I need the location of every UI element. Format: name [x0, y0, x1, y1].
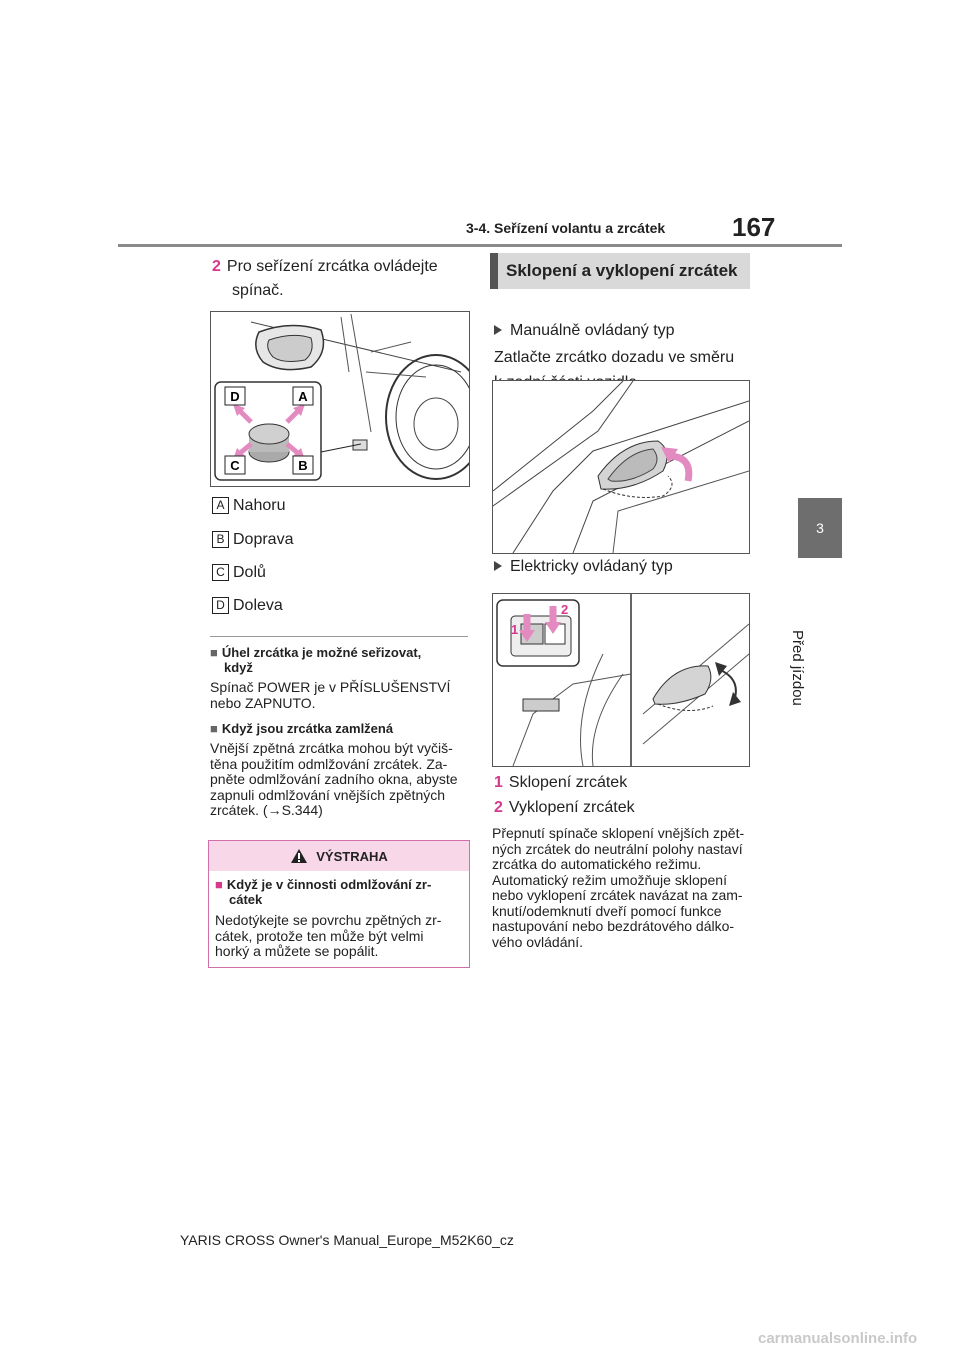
auto-mode-paragraph	[492, 826, 744, 950]
item-unfold	[494, 795, 635, 821]
legend-text-c: Dolů	[233, 564, 266, 581]
warning-line: horký a můžete se popálit.	[215, 943, 379, 959]
legend-key-c: C	[212, 564, 229, 581]
note2-title-text: Když jsou zrcátka zamlžená	[221, 721, 394, 736]
page-number: 167	[732, 212, 776, 242]
note2-title: ■ Když jsou zrcátka zamlžená	[210, 721, 394, 736]
step-number: 2	[212, 258, 221, 275]
legend-item-c	[212, 563, 266, 583]
item-text: Vyklopení zrcátek	[508, 799, 635, 816]
section-title: 3-4. Seřízení volantu a zrcátek	[466, 220, 666, 236]
electric-fold-figure	[492, 593, 750, 767]
step-2	[212, 254, 438, 280]
electric-type-label	[494, 558, 673, 576]
manual-type-label	[494, 322, 675, 340]
warning-line: cátek, protože ten může být velmi	[215, 927, 424, 944]
manual-type-text: Manuálně ovládaný typ	[510, 322, 675, 339]
chapter-tab[interactable]	[798, 498, 842, 558]
manual-fold-illustration	[493, 381, 749, 553]
watermark: carmanualsonline.info	[758, 1330, 918, 1347]
warning-heading: VÝSTRAHA	[316, 848, 388, 864]
section-heading: Sklopení a vyklopení zrcátek	[490, 253, 750, 289]
warning-text	[215, 913, 469, 960]
fig-label-b: B	[298, 458, 308, 473]
warning-icon	[290, 848, 308, 864]
note2-text	[210, 741, 458, 819]
fig-number-2: 2	[561, 602, 569, 617]
legend-text-b: Doprava	[233, 531, 294, 548]
legend-text-a: Nahoru	[233, 497, 286, 514]
note1-title: ■ Úhel zrcátka je možné seřizovat, když	[210, 645, 422, 675]
manual-line1: Zatlačte zrcátko dozadu ve směru	[494, 349, 735, 366]
paragraph-line: vého ovládání.	[492, 933, 584, 950]
paragraph-line: zrcátka do automatického režimu.	[492, 856, 702, 872]
mirror-switch-figure	[210, 311, 470, 487]
manual-fold-figure	[492, 380, 750, 554]
note1-text-line2: nebo ZAPNUTO.	[210, 694, 316, 711]
legend-item-d	[212, 596, 283, 616]
warning-box	[208, 840, 470, 968]
fig-label-c: C	[230, 458, 240, 473]
item-fold	[494, 770, 627, 796]
note2-line: zrcátek. (→S.344)	[210, 802, 323, 818]
fig-number-1: 1	[511, 622, 519, 637]
warning-title: ■ Když je v činnosti odmlžování zr- cátek	[215, 877, 432, 907]
legend-key-d: D	[212, 597, 229, 614]
item-number: 1	[494, 774, 503, 791]
footer-text: YARIS CROSS Owner's Manual_Europe_M52K60_cz	[180, 1232, 514, 1248]
legend-item-a	[212, 496, 285, 516]
fig-label-a: A	[298, 389, 308, 404]
legend-key-b: B	[212, 531, 229, 548]
note1-text-line1: Spínač POWER je v PŘÍSLUŠENSTVÍ	[210, 679, 451, 695]
legend-text-d: Doleva	[233, 597, 283, 614]
warning-line: Nedotýkejte se povrchu zpětných zr-	[215, 912, 442, 928]
warning-header	[209, 841, 469, 871]
item-number: 2	[494, 799, 503, 816]
step-text-line1: Pro seřízení zrcátka ovládejte	[226, 258, 438, 275]
item-text: Sklopení zrcátek	[508, 774, 628, 791]
warning-title-line2: cátek	[229, 892, 263, 907]
note1-title-line2: když	[224, 660, 253, 675]
paragraph-line: knutí/odemknutí dveří pomocí funkce	[492, 902, 722, 919]
notes-divider	[210, 636, 468, 637]
electric-fold-illustration	[493, 594, 749, 766]
bullet-arrow-icon	[494, 561, 502, 571]
legend-key-a: A	[212, 497, 229, 514]
note2-line: Vnější zpětná zrcátka mohou být vyčiš-	[210, 740, 453, 756]
paragraph-line: Automatický režim umožňuje sklopení	[492, 871, 727, 888]
chapter-label: Před jízdou	[789, 630, 806, 706]
mirror-switch-illustration	[211, 312, 469, 486]
note1-title-line1: Úhel zrcátka je možné seřizovat,	[221, 645, 422, 660]
fig-label-d: D	[230, 389, 240, 404]
paragraph-line: ných zrcátek do neutrální polohy nastaví	[492, 840, 743, 857]
electric-type-text: Elektricky ovládaný typ	[510, 558, 673, 575]
header-rule	[118, 244, 842, 247]
paragraph-line: Přepnutí spínače sklopení vnějších zpět-	[492, 825, 745, 841]
bullet-arrow-icon	[494, 325, 502, 335]
note1-text	[210, 680, 450, 711]
paragraph-line: nastupování nebo bezdrátového dálko-	[492, 918, 735, 934]
legend-item-b	[212, 530, 293, 550]
note2-line: zapnuli odmlžování vnějších zpětných	[210, 786, 446, 803]
note2-line: pněte odmlžování zadního okna, abyste	[210, 771, 458, 787]
note2-line: těna použitím odmlžování zrcátek. Za-	[210, 755, 448, 772]
warning-title-line1: Když je v činnosti odmlžování zr-	[226, 877, 432, 892]
paragraph-line: nebo vyklopení zrcátek navázat na zam-	[492, 887, 743, 903]
chapter-number: 3	[816, 520, 824, 536]
step-text-line2: spínač.	[232, 282, 284, 299]
